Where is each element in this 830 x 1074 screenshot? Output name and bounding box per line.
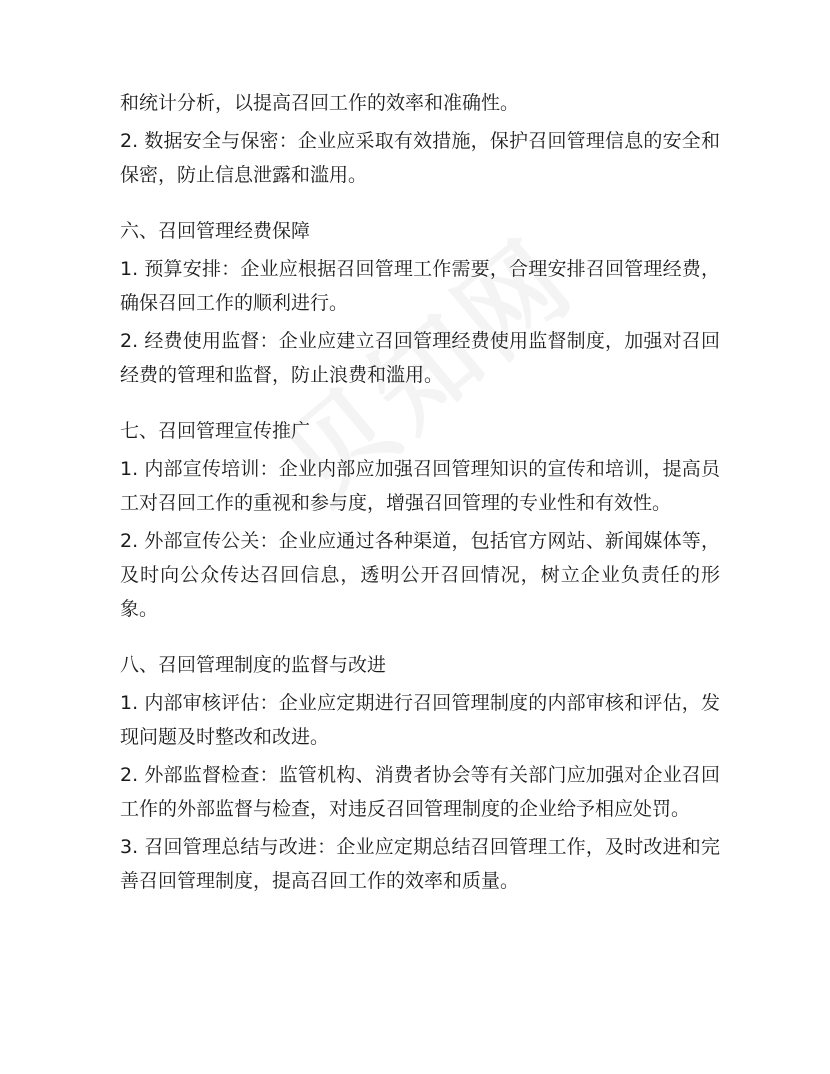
section-supervision-item-2: 2. 外部监督检查：监管机构、消费者协会等有关部门应加强对企业召回工作的外部监督与检查，对违反召回管理制度的企业给予相应处罚。 <box>120 764 720 820</box>
section-funding <box>120 214 720 392</box>
intro-paragraph-data-security: 2. 数据安全与保密：企业应采取有效措施，保护召回管理信息的安全和保密，防止信息泄露和滥用。 <box>120 130 720 186</box>
section-heading-supervision: 八、召回管理制度的监督与改进 <box>120 654 387 676</box>
section-promotion-item-2: 2. 外部宣传公关：企业应通过各种渠道，包括官方网站、新闻媒体等，及时向公众传达召回信息，透明公开召回情况，树立企业负责任的形象。 <box>120 530 720 620</box>
section-promotion <box>120 414 720 626</box>
document-body <box>120 86 720 902</box>
section-heading-funding: 六、召回管理经费保障 <box>120 220 311 242</box>
section-supervision <box>120 648 720 898</box>
section-funding-item-1: 1. 预算安排：企业应根据召回管理工作需要，合理安排召回管理经费，确保召回工作的顺利进行。 <box>120 258 720 314</box>
section-supervision-item-1: 1. 内部审核评估：企业应定期进行召回管理制度的内部审核和评估，发现问题及时整改和改进。 <box>120 692 720 748</box>
section-promotion-item-1: 1. 内部宣传培训：企业内部应加强召回管理知识的宣传和培训，提高员工对召回工作的重视和参与度，增强召回管理的专业性和有效性。 <box>120 458 720 514</box>
section-heading-promotion: 七、召回管理宣传推广 <box>120 420 311 442</box>
section-funding-item-2: 2. 经费使用监督：企业应建立召回管理经费使用监督制度，加强对召回经费的管理和监督，防止浪费和滥用。 <box>120 330 720 386</box>
intro-paragraph-continuation: 和统计分析，以提高召回工作的效率和准确性。 <box>120 92 520 114</box>
section-supervision-item-3: 3. 召回管理总结与改进：企业应定期总结召回管理工作，及时改进和完善召回管理制度，提高召回工作的效率和质量。 <box>120 836 720 892</box>
